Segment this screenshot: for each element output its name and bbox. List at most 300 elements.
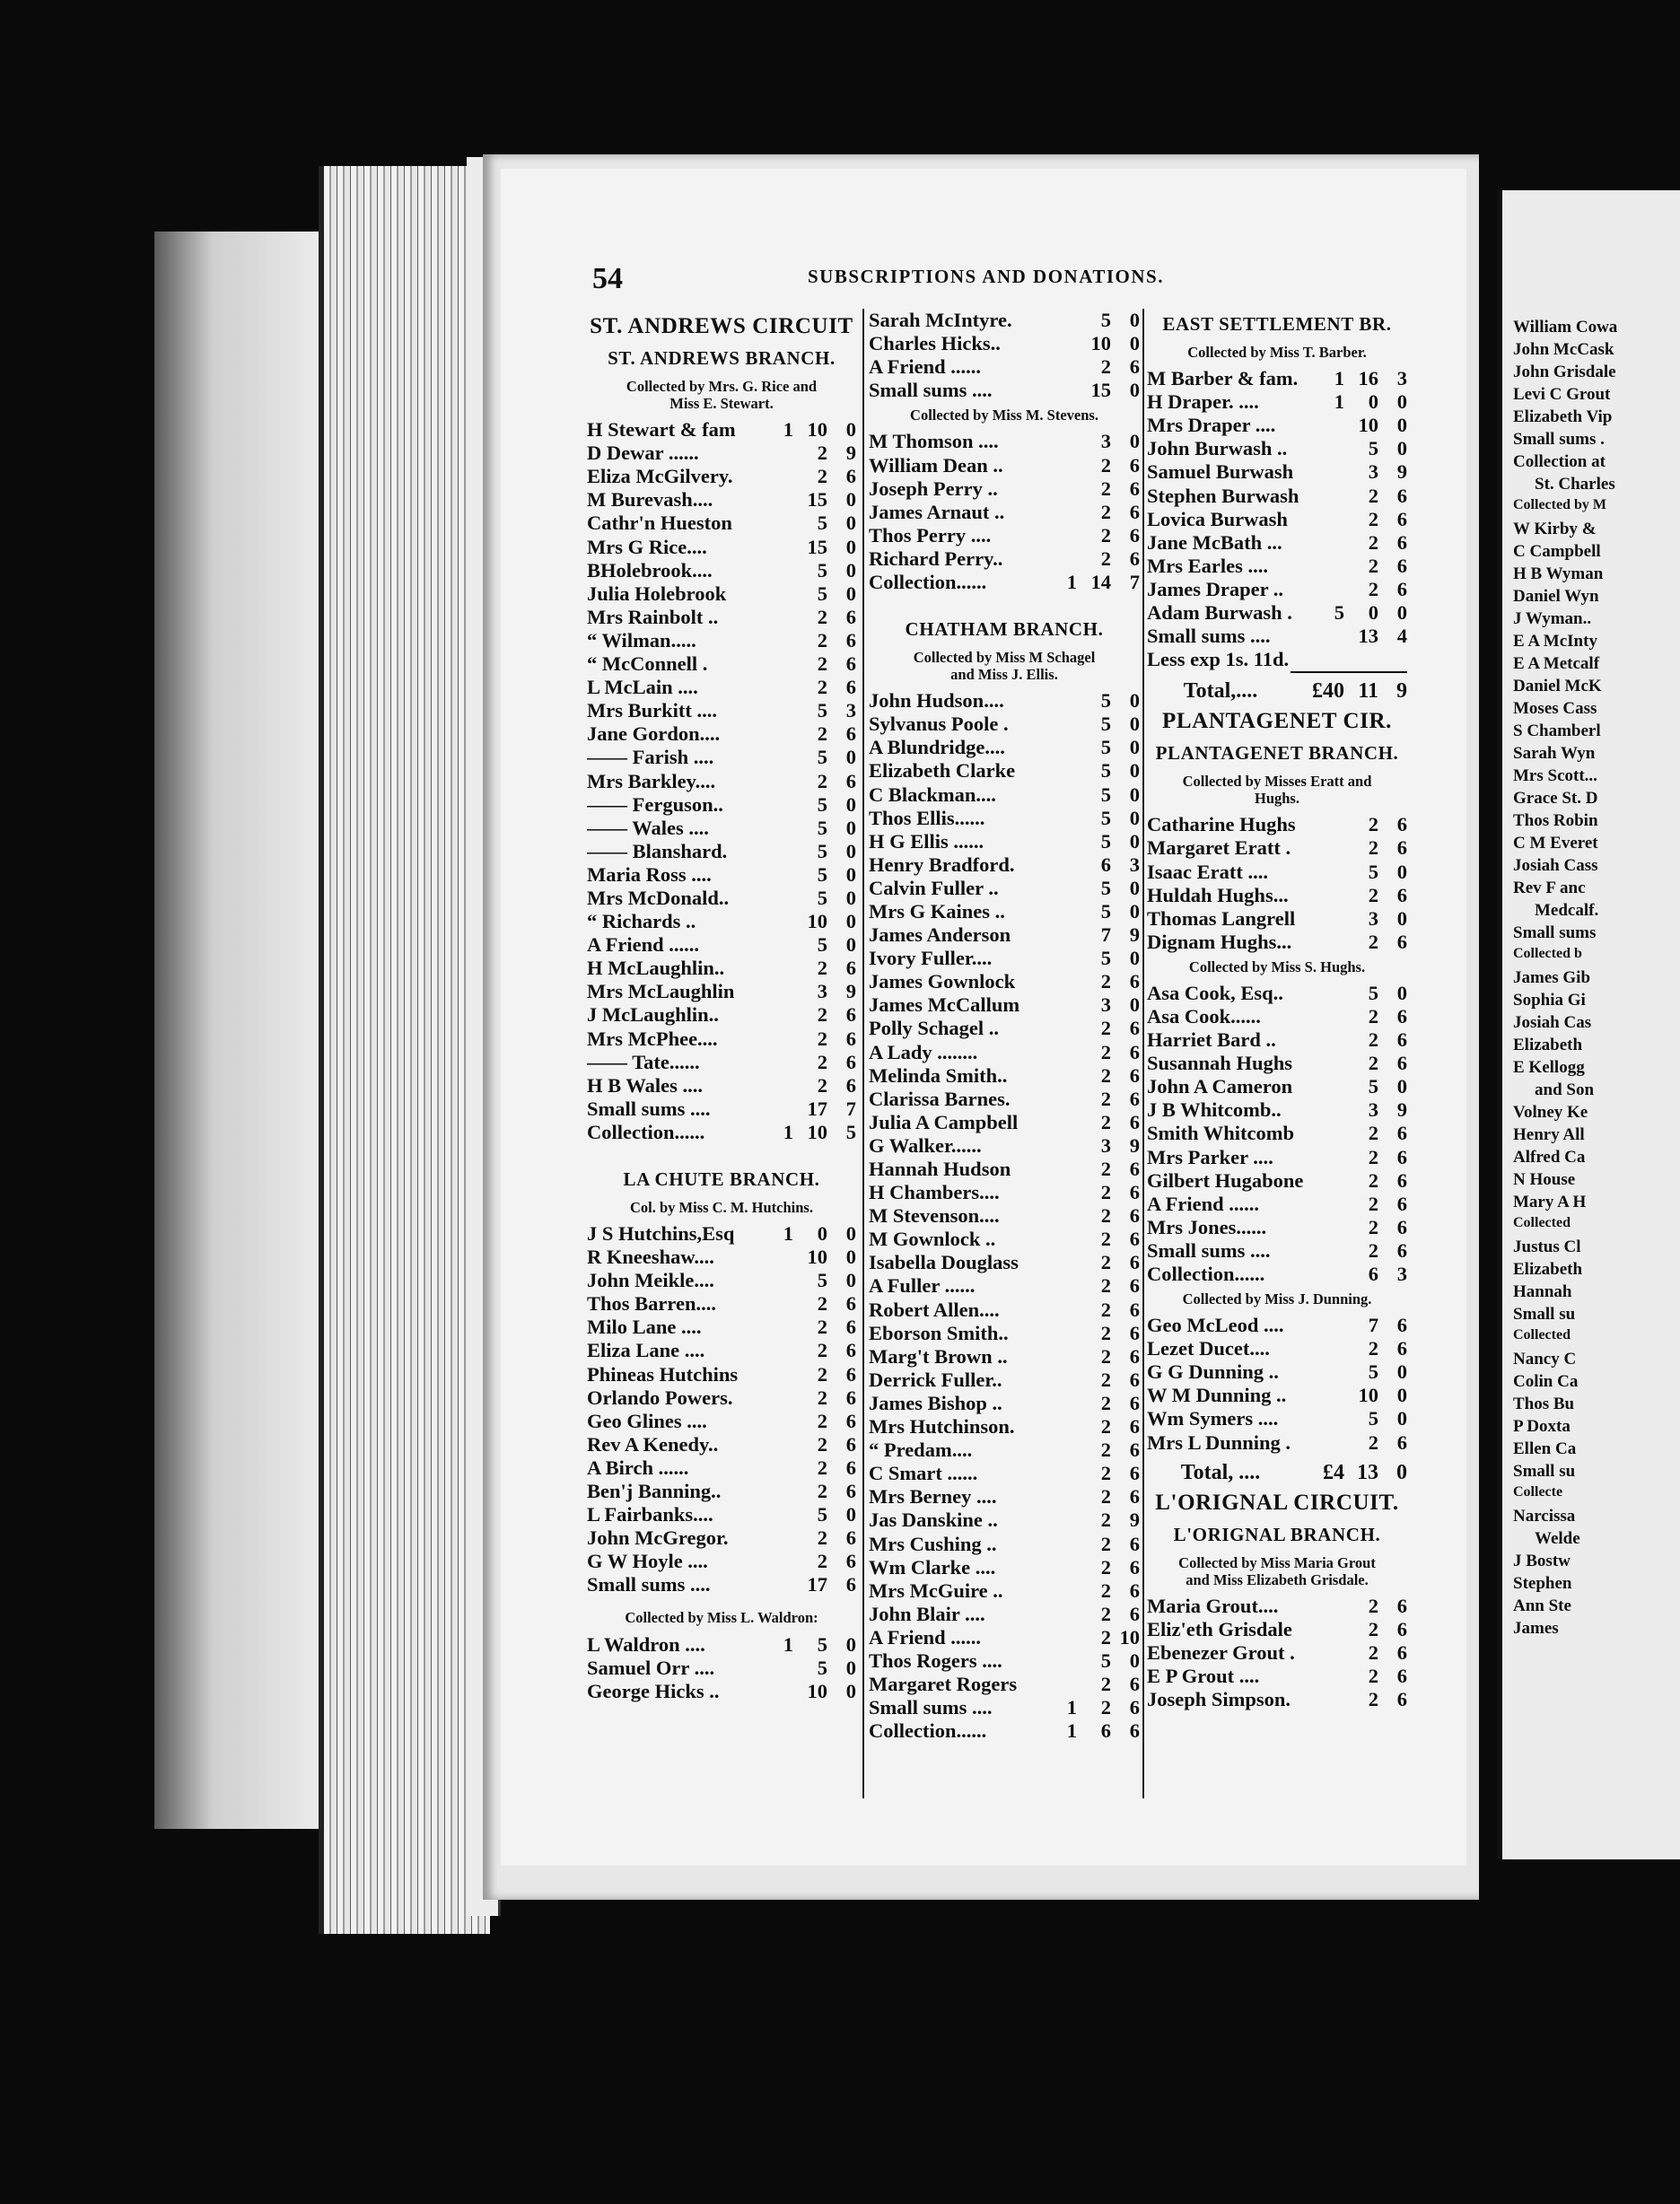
entry-name: George Hicks .. xyxy=(587,1679,720,1702)
entry-row xyxy=(869,807,1140,830)
entry-name: John McGregor. xyxy=(587,1526,729,1550)
entry-pence: 6 xyxy=(1396,883,1407,906)
entry-pence: 6 xyxy=(845,1073,856,1097)
entry-row xyxy=(869,1603,1140,1626)
entry-row xyxy=(869,1251,1140,1274)
entry-name: A Lady ........ xyxy=(869,1040,978,1063)
entry-pence: 6 xyxy=(1129,1017,1140,1040)
entry-name: M Burevash.... xyxy=(587,488,713,512)
entry-shillings: 17 xyxy=(807,1097,827,1120)
entry-row xyxy=(587,465,856,488)
entry-name: Catharine Hughs xyxy=(1147,813,1296,836)
entry-pence: 6 xyxy=(845,1362,856,1386)
page-number: 54 xyxy=(592,262,623,295)
entry-row xyxy=(1147,555,1407,578)
entry-shillings: 2 xyxy=(1100,1462,1111,1485)
entry-name: Harriet Bard .. xyxy=(1147,1028,1276,1052)
entry-shillings: 2 xyxy=(817,465,827,488)
entry-pence: 3 xyxy=(1396,367,1407,390)
entry-row xyxy=(1147,1145,1407,1168)
entry-pence: 6 xyxy=(1129,1673,1140,1696)
entry-row xyxy=(587,1074,856,1098)
entry-row xyxy=(1147,1028,1407,1052)
collectors-note xyxy=(587,1596,856,1632)
entry-row xyxy=(869,1228,1140,1251)
entry-row xyxy=(869,1462,1140,1485)
column-3 xyxy=(1147,309,1407,1711)
entry-pence: 6 xyxy=(845,1526,856,1550)
collectors-note xyxy=(869,402,1140,430)
entry-name: Maria Grout.... xyxy=(1147,1594,1279,1617)
entry-name: G G Dunning .. xyxy=(1147,1360,1279,1384)
entry-row xyxy=(1147,1384,1407,1407)
total-pounds: £40 xyxy=(1312,679,1344,704)
entry-shillings: 3 xyxy=(1100,430,1111,453)
entry-name: Jane McBath ... xyxy=(1147,530,1282,554)
entry-pounds: 1 xyxy=(783,1632,793,1656)
entry-shillings: 2 xyxy=(1368,1168,1378,1192)
entry-row xyxy=(587,629,856,652)
entry-pence: 6 xyxy=(1129,1040,1140,1063)
entry-name: Joseph Simpson. xyxy=(1147,1688,1291,1711)
entry-pence: 6 xyxy=(1129,1696,1140,1719)
entry-pence: 0 xyxy=(1129,309,1140,332)
entry-name: James Anderson xyxy=(869,923,1011,947)
entry-pence: 6 xyxy=(1396,484,1407,507)
entry-row xyxy=(1147,836,1407,860)
entry-name: Samuel Burwash xyxy=(1147,460,1294,484)
entry-name: L Fairbanks.... xyxy=(587,1503,713,1526)
entry-row xyxy=(869,1017,1140,1040)
entry-name: Mrs Cushing .. xyxy=(869,1532,997,1555)
entry-name: “ Richards .. xyxy=(587,910,696,933)
entry-pence: 5 xyxy=(845,1120,856,1143)
entry-pence: 0 xyxy=(1129,1649,1140,1672)
entry-shillings: 7 xyxy=(1100,923,1111,947)
entry-row xyxy=(587,1316,856,1339)
entry-row xyxy=(587,1680,856,1703)
entry-name: Dignam Hughs... xyxy=(1147,930,1292,953)
total-pence: 0 xyxy=(1396,1460,1407,1484)
entry-name: James Gownlock xyxy=(869,970,1016,993)
entry-shillings: 3 xyxy=(1368,1098,1378,1122)
entry-shillings: 2 xyxy=(1100,1532,1111,1555)
entry-name: Julia A Campbell xyxy=(869,1110,1019,1133)
entry-shillings: 10 xyxy=(1358,414,1378,437)
entry-shillings: 3 xyxy=(1100,1133,1111,1157)
entry-pounds: 1 xyxy=(783,1120,793,1143)
entry-row xyxy=(869,524,1140,547)
entry-row xyxy=(587,1573,856,1596)
entry-row xyxy=(587,793,856,817)
entry-name: Cathr'n Hueston xyxy=(587,512,732,535)
entry-row xyxy=(587,863,856,887)
entry-shillings: 2 xyxy=(1368,883,1378,906)
entry-pence: 7 xyxy=(845,1097,856,1120)
entry-shillings: 2 xyxy=(1100,453,1111,477)
entry-name: Robert Allen.... xyxy=(869,1298,1000,1321)
entry-shillings: 5 xyxy=(817,699,827,722)
collectors-line: Collected by Mrs. G. Rice and xyxy=(626,378,818,395)
entry-pence: 0 xyxy=(845,512,856,535)
entry-pence: 6 xyxy=(1129,477,1140,500)
facing-page-line: Sophia Gi xyxy=(1513,991,1586,1010)
facing-page-line: James Gib xyxy=(1513,968,1591,987)
entry-shillings: 2 xyxy=(1100,1625,1111,1649)
entry-shillings: 5 xyxy=(1100,713,1111,736)
entry-shillings: 2 xyxy=(817,628,827,652)
entry-pence: 0 xyxy=(1396,1075,1407,1098)
entry-pence: 6 xyxy=(1129,453,1140,477)
entry-name: Isaac Eratt .... xyxy=(1147,860,1268,883)
entry-name: Maria Ross .... xyxy=(587,862,712,886)
entry-row xyxy=(869,453,1140,477)
entry-pence: 0 xyxy=(1129,876,1140,899)
facing-page-line: Small sums . xyxy=(1513,430,1605,449)
facing-page-line: Elizabeth xyxy=(1513,1036,1583,1054)
entry-pence: 6 xyxy=(1129,1228,1140,1251)
collectors-line: Collected by Miss M. Stevens. xyxy=(910,407,1098,424)
entry-row xyxy=(587,817,856,840)
entry-name: Melinda Smith.. xyxy=(869,1063,1008,1087)
entry-row xyxy=(1147,484,1407,507)
entry-row xyxy=(869,900,1140,923)
entry-pence: 9 xyxy=(1129,923,1140,947)
entry-pence: 6 xyxy=(845,1292,856,1316)
entry-name: James Draper .. xyxy=(1147,577,1284,600)
entry-pence: 0 xyxy=(1129,783,1140,806)
entry-shillings: 0 xyxy=(1368,601,1378,625)
entry-shillings: 5 xyxy=(1100,309,1111,332)
entry-pence: 3 xyxy=(1129,853,1140,876)
entry-name: Thos Rogers .... xyxy=(869,1649,1002,1672)
entry-shillings: 2 xyxy=(1368,507,1378,530)
entry-shillings: 10 xyxy=(807,910,827,933)
total-shillings: 11 xyxy=(1358,679,1378,704)
entry-row xyxy=(587,1503,856,1526)
entry-shillings: 2 xyxy=(1368,836,1378,860)
entry-name: Asa Cook, Esq.. xyxy=(1147,981,1283,1004)
entry-shillings: 14 xyxy=(1090,571,1111,594)
column-1 xyxy=(587,309,856,1703)
entry-pence: 6 xyxy=(1396,836,1407,860)
column-2 xyxy=(869,309,1140,1743)
entry-pence: 6 xyxy=(1396,530,1407,554)
entry-row xyxy=(869,970,1140,993)
entry-name: R Kneeshaw.... xyxy=(587,1246,714,1269)
entry-shillings: 5 xyxy=(817,816,827,839)
entry-pence: 4 xyxy=(1396,625,1407,648)
entry-row xyxy=(869,1204,1140,1228)
entry-pence: 0 xyxy=(1129,736,1140,759)
entry-shillings: 2 xyxy=(1100,355,1111,379)
entry-row xyxy=(869,1274,1140,1298)
entry-pence: 0 xyxy=(1396,1384,1407,1407)
entry-name: Margaret Rogers xyxy=(869,1673,1018,1696)
entry-name: Thos Ellis...... xyxy=(869,806,985,829)
entry-pence: 6 xyxy=(1396,554,1407,577)
entry-name: BHolebrook.... xyxy=(587,558,713,582)
entry-pence: 3 xyxy=(1396,1263,1407,1285)
entry-row xyxy=(869,1696,1140,1719)
entry-row xyxy=(587,957,856,980)
entry-shillings: 5 xyxy=(817,746,827,769)
entry-pence: 6 xyxy=(1129,1251,1140,1274)
entry-pence: 6 xyxy=(1129,1181,1140,1204)
facing-page-line: Moses Cass xyxy=(1513,699,1597,718)
subscriber-list xyxy=(869,430,1140,594)
entry-name: Jane Gordon.... xyxy=(587,722,721,746)
entry-pence: 0 xyxy=(1396,981,1407,1004)
entry-shillings: 2 xyxy=(1368,554,1378,577)
entry-name: G Walker...... xyxy=(869,1133,982,1157)
entry-name: H B Wales .... xyxy=(587,1073,703,1097)
entry-row xyxy=(869,309,1140,332)
collectors-note xyxy=(1147,339,1407,367)
entry-pence: 0 xyxy=(1396,1407,1407,1430)
entry-row xyxy=(587,1433,856,1456)
entry-pence: 0 xyxy=(845,1246,856,1269)
entry-name: Small sums .... xyxy=(587,1573,711,1596)
entry-row xyxy=(869,1134,1140,1158)
entry-row xyxy=(587,1362,856,1386)
entry-row xyxy=(587,1269,856,1292)
entry-row xyxy=(1147,1169,1407,1193)
facing-page-line: and Son xyxy=(1535,1080,1595,1099)
facing-page-line: Henry All xyxy=(1513,1125,1585,1144)
entry-name: Small sums .... xyxy=(1147,1238,1271,1262)
entry-name: “ Predam.... xyxy=(869,1439,973,1462)
entry-pence: 6 xyxy=(845,1003,856,1027)
entry-pence: 0 xyxy=(845,1269,856,1292)
entry-row xyxy=(869,1532,1140,1555)
entry-shillings: 5 xyxy=(1100,829,1111,853)
facing-page-line: Ellen Ca xyxy=(1513,1439,1577,1458)
entry-row xyxy=(869,430,1140,453)
entry-shillings: 15 xyxy=(807,488,827,512)
entry-shillings: 10 xyxy=(807,418,827,442)
facing-page-line: John Grisdale xyxy=(1513,363,1616,381)
entry-name: L Waldron .... xyxy=(587,1632,705,1656)
entry-name: Small sums .... xyxy=(869,1696,993,1719)
entry-pence: 0 xyxy=(845,1503,856,1526)
subscriber-list xyxy=(587,1222,856,1597)
facing-page-line: Stephen xyxy=(1513,1574,1572,1593)
entry-shillings: 2 xyxy=(1368,1004,1378,1028)
entry-shillings: 2 xyxy=(1368,1052,1378,1075)
entry-name: Mrs Hutchinson. xyxy=(869,1415,1015,1439)
entry-shillings: 2 xyxy=(817,1550,827,1573)
entry-pence: 9 xyxy=(1396,460,1407,484)
entry-shillings: 2 xyxy=(1100,1555,1111,1579)
entry-shillings: 5 xyxy=(1368,1360,1378,1384)
entry-shillings: 2 xyxy=(1100,1181,1111,1204)
entry-shillings: 2 xyxy=(817,769,827,792)
entry-pence: 0 xyxy=(1396,601,1407,625)
entry-row xyxy=(1147,1407,1407,1430)
entry-name: C Blackman.... xyxy=(869,783,996,806)
entry-pence: 6 xyxy=(845,1409,856,1432)
entry-pence: 6 xyxy=(845,1316,856,1339)
entry-name: Wm Clarke .... xyxy=(869,1555,996,1579)
facing-page-line: Elizabeth Vip xyxy=(1513,407,1613,426)
facing-page-line: William Cowa xyxy=(1513,318,1618,337)
entry-pence: 0 xyxy=(1396,906,1407,930)
entry-row xyxy=(1147,931,1407,954)
entry-row xyxy=(1147,884,1407,907)
entry-shillings: 2 xyxy=(1100,1509,1111,1532)
entry-name: Mrs Burkitt .... xyxy=(587,699,717,722)
total-row xyxy=(1147,1455,1407,1485)
entry-row xyxy=(587,1526,856,1550)
entry-pence: 6 xyxy=(1129,1462,1140,1485)
entry-row xyxy=(587,1121,856,1144)
subscriber-list xyxy=(1147,1595,1407,1711)
entry-pence: 6 xyxy=(845,1027,856,1050)
entry-pence: 0 xyxy=(1396,1360,1407,1384)
entry-row xyxy=(587,840,856,863)
entry-pence: 6 xyxy=(845,1432,856,1456)
entry-shillings: 2 xyxy=(1368,1215,1378,1238)
collectors-line: Collected by Misses Eratt and xyxy=(1182,773,1372,791)
entry-pence: 6 xyxy=(1396,1337,1407,1360)
facing-page-line: Josiah Cas xyxy=(1513,1013,1592,1032)
collectors-note xyxy=(1147,1286,1407,1314)
entry-pence: 0 xyxy=(845,862,856,886)
entry-pence: 9 xyxy=(1129,1509,1140,1532)
entry-pence: 6 xyxy=(1129,1344,1140,1368)
facing-page-line: W Kirby & xyxy=(1513,520,1597,538)
entry-row xyxy=(869,877,1140,900)
entry-pence: 0 xyxy=(1129,332,1140,355)
entry-pence: 6 xyxy=(1396,1664,1407,1687)
entry-row xyxy=(1147,1595,1407,1618)
entry-name: W M Dunning .. xyxy=(1147,1384,1287,1407)
entry-shillings: 2 xyxy=(1100,1602,1111,1625)
entry-pence: 10 xyxy=(1119,1625,1140,1649)
entry-row xyxy=(587,1386,856,1410)
facing-page-line: Nancy C xyxy=(1513,1350,1577,1369)
entry-name: M Gownlock .. xyxy=(869,1228,996,1251)
entry-shillings: 2 xyxy=(1100,1579,1111,1602)
entry-name: Mrs McDonald.. xyxy=(587,886,730,909)
entry-row xyxy=(587,652,856,676)
entry-shillings: 2 xyxy=(1100,1251,1111,1274)
facing-page-line: Narcissa xyxy=(1513,1507,1576,1526)
facing-page xyxy=(1497,190,1680,1859)
entry-pence: 6 xyxy=(1396,577,1407,600)
entry-name: Geo McLeod .... xyxy=(1147,1314,1284,1337)
entry-name: Lezet Ducet.... xyxy=(1147,1337,1270,1360)
entry-shillings: 5 xyxy=(1368,981,1378,1004)
entry-row xyxy=(869,1626,1140,1649)
entry-row xyxy=(869,1579,1140,1603)
entry-name: Collection...... xyxy=(1147,1263,1265,1285)
entry-pence: 0 xyxy=(845,535,856,558)
entry-pence: 6 xyxy=(845,465,856,488)
entry-name: —— Blanshard. xyxy=(587,839,728,862)
entry-row xyxy=(587,1246,856,1269)
facing-page-line: P Doxta xyxy=(1513,1417,1571,1436)
entry-shillings: 2 xyxy=(1368,1192,1378,1215)
entry-name: Ivory Fuller.... xyxy=(869,947,993,970)
entry-row xyxy=(587,1292,856,1316)
entry-name: C Smart ...... xyxy=(869,1462,978,1485)
collectors-line: and Miss J. Ellis. xyxy=(950,666,1058,684)
entry-row xyxy=(1147,625,1407,648)
entry-pence: 6 xyxy=(1396,1145,1407,1168)
entry-shillings: 2 xyxy=(1100,1110,1111,1133)
entry-pence: 0 xyxy=(1129,759,1140,783)
entry-row xyxy=(869,1158,1140,1181)
collectors-note xyxy=(587,1194,856,1222)
entry-pence: 9 xyxy=(1396,1098,1407,1122)
entry-name: Small sums .... xyxy=(1147,625,1271,648)
entry-pence: 0 xyxy=(845,1222,856,1245)
entry-row xyxy=(1147,578,1407,601)
entry-name: Henry Bradford. xyxy=(869,853,1015,876)
entry-row xyxy=(1147,460,1407,484)
entry-shillings: 10 xyxy=(807,1246,827,1269)
facing-page-line: J Bostw xyxy=(1513,1552,1571,1570)
entry-shillings: 13 xyxy=(1358,625,1378,648)
entry-shillings: 3 xyxy=(1368,906,1378,930)
entry-row xyxy=(869,853,1140,877)
entry-name: G W Hoyle .... xyxy=(587,1550,708,1573)
entry-row xyxy=(869,1111,1140,1134)
total-row xyxy=(1147,673,1407,704)
entry-shillings: 2 xyxy=(1100,1204,1111,1228)
subscriber-list xyxy=(1147,367,1407,648)
entry-name: Gilbert Hugabone xyxy=(1147,1168,1304,1192)
entry-pence: 6 xyxy=(1396,1688,1407,1711)
facing-page-line: Justus Cl xyxy=(1513,1238,1581,1256)
entry-name: Susannah Hughs xyxy=(1147,1052,1292,1075)
collectors-line: Collected by Miss L. Waldron: xyxy=(625,1609,818,1627)
entry-row xyxy=(587,606,856,629)
entry-name: Eliz'eth Grisdale xyxy=(1147,1617,1292,1640)
entry-shillings: 2 xyxy=(1368,1688,1378,1711)
total-label: Total, .... xyxy=(1180,1460,1261,1484)
entry-shillings: 2 xyxy=(817,1432,827,1456)
entry-name: Thos Barren.... xyxy=(587,1292,716,1316)
entry-name: Mrs McGuire .. xyxy=(869,1579,1003,1602)
entry-pence: 6 xyxy=(845,1480,856,1503)
entry-row xyxy=(1147,437,1407,460)
entry-row xyxy=(1147,508,1407,531)
entry-shillings: 5 xyxy=(1100,1649,1111,1672)
entry-row xyxy=(869,1556,1140,1579)
entry-name: M Barber & fam. xyxy=(1147,367,1299,390)
entry-name: Mrs L Dunning . xyxy=(1147,1430,1291,1454)
entry-shillings: 2 xyxy=(1368,484,1378,507)
facing-page-line: C Campbell xyxy=(1513,542,1601,561)
entry-name: H Chambers.... xyxy=(869,1181,1000,1204)
collectors-note xyxy=(1147,1550,1407,1595)
entry-shillings: 2 xyxy=(817,1409,827,1432)
entry-name: John Burwash .. xyxy=(1147,437,1288,460)
facing-page-line: John McCask xyxy=(1513,340,1614,359)
entry-row xyxy=(587,722,856,746)
entry-name: Isabella Douglass xyxy=(869,1251,1019,1274)
entry-shillings: 3 xyxy=(817,980,827,1003)
entry-shillings: 2 xyxy=(1100,1696,1111,1719)
facing-page-line: Small su xyxy=(1513,1462,1576,1481)
entry-pence: 6 xyxy=(845,722,856,746)
entry-pence: 6 xyxy=(845,676,856,699)
collectors-note xyxy=(1147,954,1407,982)
entry-pence: 6 xyxy=(1129,1087,1140,1110)
